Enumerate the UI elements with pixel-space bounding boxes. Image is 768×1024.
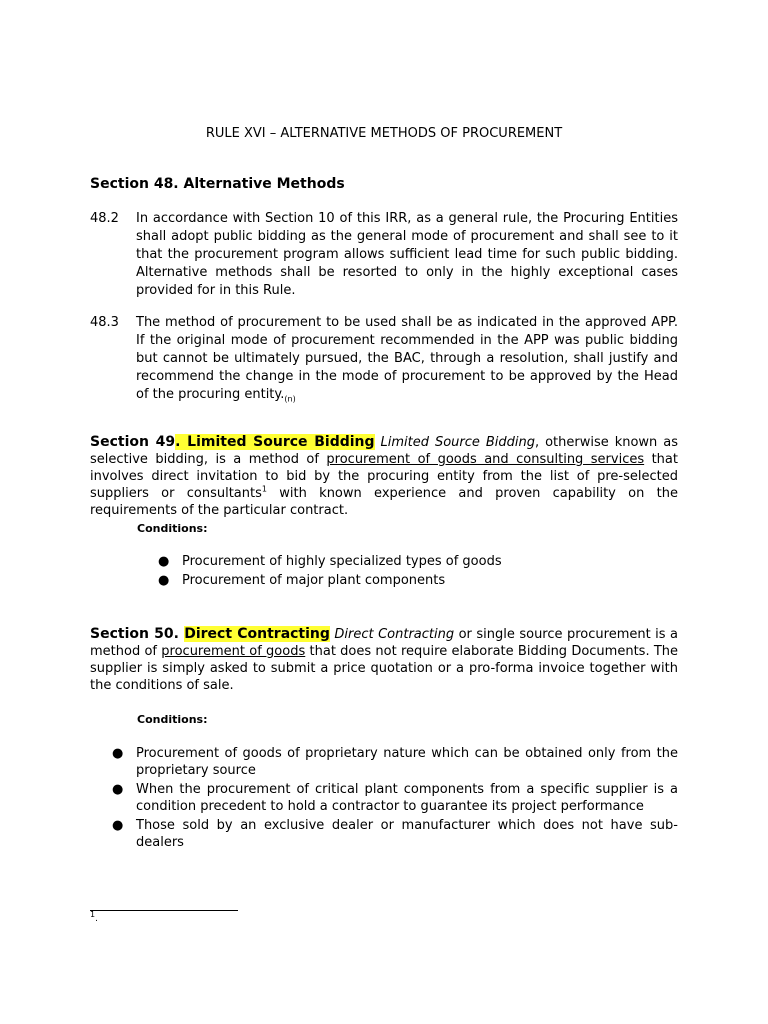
paragraph-text: In accordance with Section 10 of this IRR, as a general rule, the Procuring Entities shall adopt public bidding as the general mode of procurement and shall see to it that the procurement program allows sufficient lead time for such public bidding. Alternative methods shall be resorted to only in the highly exceptional cases provided for in this Rule. <box>136 211 678 298</box>
section-49-text-2: that involves direct invitation to bid by the procuring entity from the list of pre-selected suppliers or consultants <box>90 452 678 501</box>
bullet-icon: ● <box>112 818 124 833</box>
bullet-icon: ● <box>112 782 124 797</box>
condition-text: Those sold by an exclusive dealer or manufacturer which does not have sub-dealers <box>136 818 678 850</box>
section-49-title-highlight: . Limited Source Bidding <box>175 434 375 450</box>
paragraph-text <box>136 314 678 404</box>
paragraph-48-3 <box>90 314 678 404</box>
list-item <box>112 781 678 815</box>
section-48-heading: Section 48. Alternative Methods <box>90 176 345 192</box>
list-item <box>158 553 678 570</box>
condition-text: Procurement of highly specialized types of goods <box>182 554 502 569</box>
section-49-conditions-list <box>158 553 678 591</box>
section-49-text: , otherwise known as selective bidding, is a method of <box>90 435 678 467</box>
condition-text: Procurement of major plant components <box>182 573 446 588</box>
footnote-text: . <box>95 914 98 924</box>
section-50-conditions-label: Conditions: <box>137 713 208 726</box>
section-50-conditions-list <box>112 745 678 853</box>
bullet-icon: ● <box>112 746 124 761</box>
footnote-separator <box>90 910 238 911</box>
list-item <box>158 572 678 589</box>
section-49-paragraph <box>90 434 678 519</box>
section-50-number: Section 50. <box>90 626 185 642</box>
section-49-italic-term: Limited Source Bidding <box>380 435 535 450</box>
section-50-text: or single source procurement is a method of <box>90 627 678 659</box>
section-49-number: Section 49 <box>90 434 176 450</box>
list-item <box>112 817 678 851</box>
section-49-underlined-term: procurement of goods and consulting services <box>326 452 645 467</box>
section-50-italic-term: Direct Contracting <box>334 627 455 642</box>
paragraph-48-2 <box>90 210 678 300</box>
footnote <box>90 910 98 924</box>
paragraph-number: 48.3 <box>90 315 119 330</box>
section-49-conditions-label: Conditions: <box>137 522 208 535</box>
footnote-reference[interactable]: 1 <box>261 484 267 494</box>
footnote-number: 1 <box>90 910 96 919</box>
condition-text: When the procurement of critical plant components from a specific supplier is a condition precedent to hold a contractor to guarantee its project performance <box>136 782 678 814</box>
section-50-paragraph <box>90 626 678 694</box>
rule-title: RULE XVI – ALTERNATIVE METHODS OF PROCUREMENT <box>205 126 563 141</box>
paragraph-number: 48.2 <box>90 211 119 226</box>
section-50-title-highlight: Direct Contracting <box>184 626 330 642</box>
section-50-text-2: that does not require elaborate Bidding Documents. The supplier is simply asked to submit a price quotation or a pro-forma invoice together with the conditions of sale. <box>90 644 679 693</box>
paragraph-body: The method of procurement to be used shall be as indicated in the approved APP. If the original mode of procurement recommended in the APP was public bidding but cannot be ultimately pursued, the BAC, through a resolution, shall justify and recommend the change in the mode of procurement to be approved by the Head of the procuring entity. <box>136 315 678 402</box>
bullet-icon: ● <box>158 554 170 569</box>
section-49-text-3: with known experience and proven capability on the requirements of the particular contract. <box>90 486 678 518</box>
section-50-underlined-term: procurement of goods <box>161 644 306 659</box>
list-item <box>112 745 678 779</box>
condition-text: Procurement of goods of proprietary nature which can be obtained only from the proprietary source <box>136 746 678 778</box>
new-provision-mark: (n) <box>284 394 296 404</box>
bullet-icon: ● <box>158 573 170 588</box>
